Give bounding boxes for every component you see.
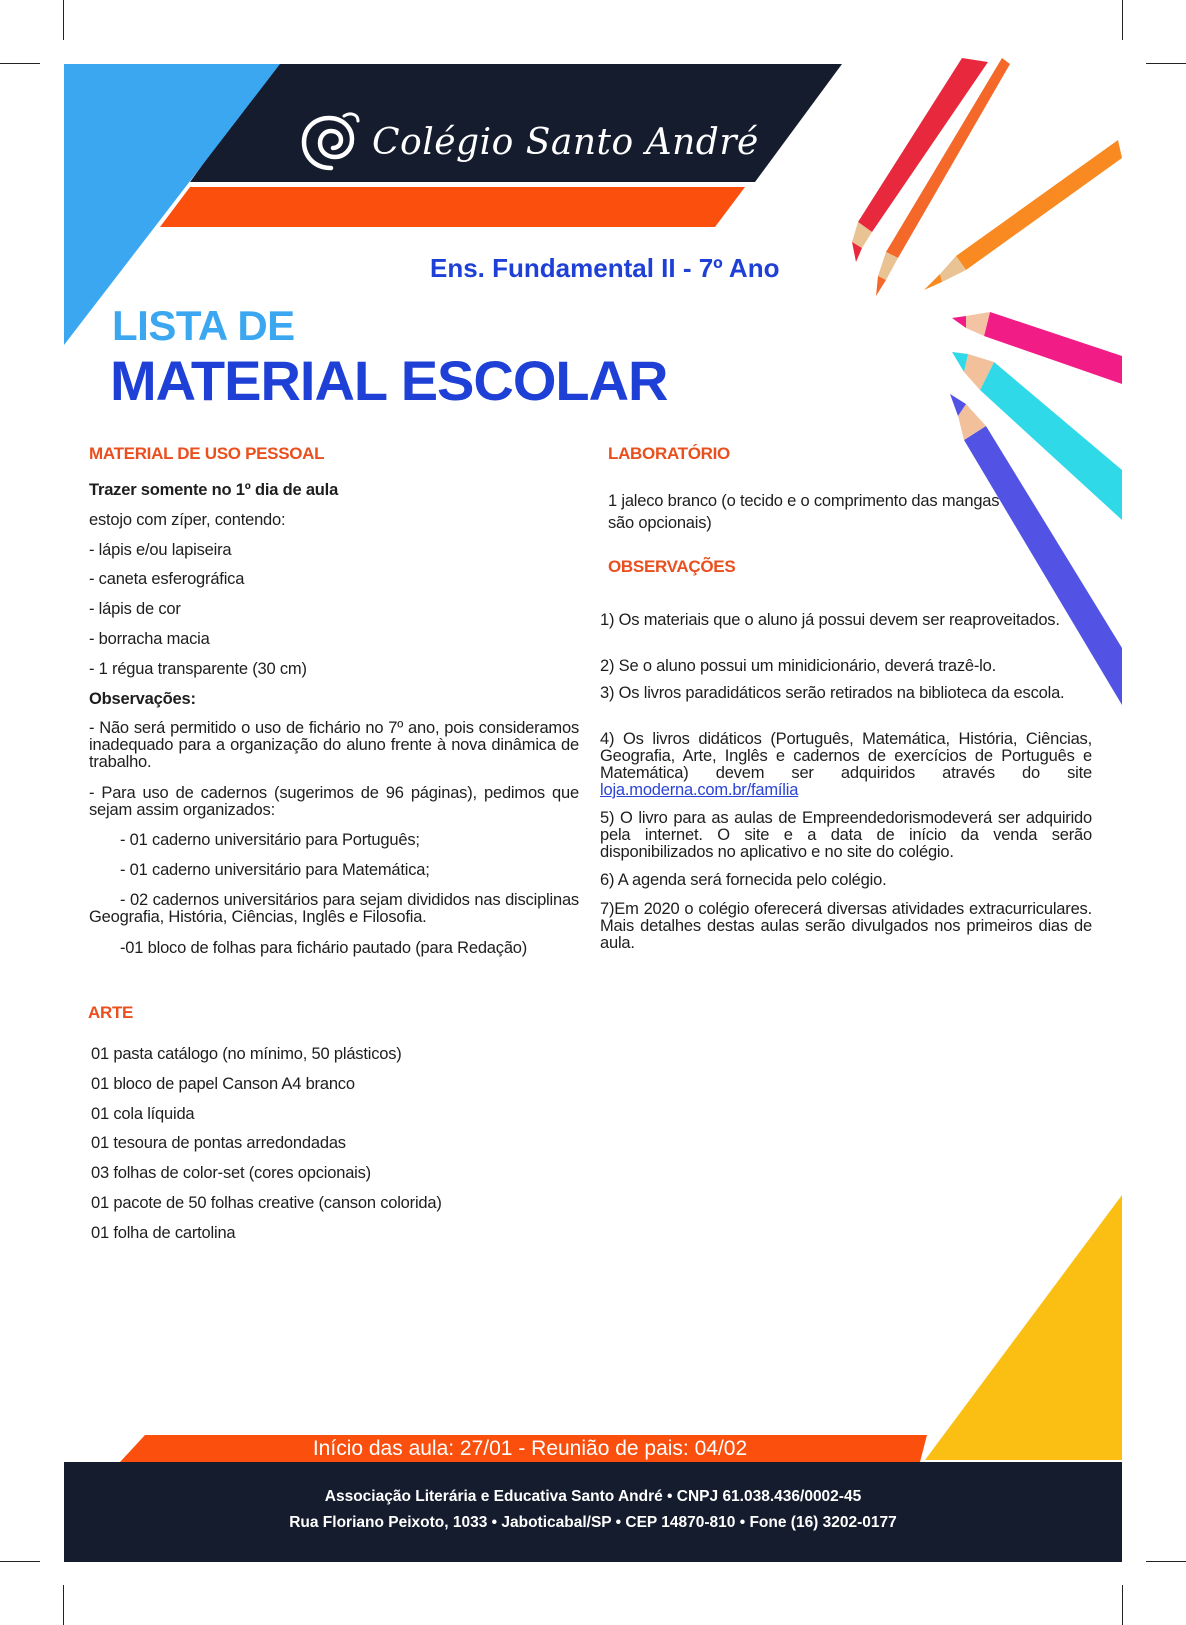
list-item: - lápis e/ou lapiseira [89, 541, 232, 559]
observation-5: 5) O livro para as aulas de Empreendedorismodeverá ser adquirido pela internet. O site e a data de início da venda serão disponibilizados no aplicativo e no site do colégio. [600, 809, 1092, 861]
personal-subheading: Trazer somente no 1º dia de aula [89, 481, 339, 499]
observation-1: 1) Os materiais que o aluno já possui devem ser reaproveitados. [600, 611, 1060, 629]
art-item: 01 tesoura de pontas arredondadas [91, 1134, 346, 1152]
art-item: 01 pasta catálogo (no mínimo, 50 plásticos) [91, 1045, 402, 1063]
moderna-store-link[interactable]: loja.moderna.com.br/família [600, 781, 799, 799]
lab-text: 1 jaleco branco (o tecido e o comprimento das mangas são opcionais) [608, 492, 1000, 532]
orange-stripe [160, 187, 745, 227]
observation-7: 7)Em 2020 o colégio oferecerá diversas atividades extracurriculares. Mais detalhes destas aulas serão divulgados nos primeiros dias de aula. [600, 900, 1092, 952]
light-orange-pencil-icon [924, 140, 1122, 290]
personal-obs-paragraph-1: - Não será permitido o uso de fichário no 7º ano, pois consideramos inadequado para a organização do aluno frente à nova dinâmica de trabalho. [89, 719, 579, 771]
footer-line-2: Rua Floriano Peixoto, 1033 • Jaboticabal/SP • CEP 14870-810 • Fone (16) 3202-0177 [289, 1514, 897, 1531]
notebook-item: - 01 caderno universitário para Matemática; [120, 861, 430, 879]
school-logo [300, 104, 759, 180]
art-item: 01 cola líquida [91, 1105, 195, 1123]
yellow-triangle [925, 1195, 1122, 1460]
observation-3: 3) Os livros paradidáticos serão retirados na biblioteca da escola. [600, 684, 1065, 702]
swirl-logo-icon [300, 110, 362, 174]
observation-4 [600, 731, 1092, 799]
personal-obs-paragraph-2: - Para uso de cadernos (sugerimos de 96 páginas), pedimos que sejam assim organizados: [89, 784, 579, 819]
footer [64, 1462, 1122, 1562]
title-line-2: MATERIAL ESCOLAR [110, 349, 668, 412]
art-item: 01 pacote de 50 folhas creative (canson colorida) [91, 1194, 442, 1212]
dates-banner: Início das aula: 27/01 - Reunião de pais: 04/02 [312, 1437, 748, 1460]
notebook-item: -01 bloco de folhas para fichário pautado (para Redação) [120, 939, 528, 957]
list-item: - 1 régua transparente (30 cm) [89, 660, 307, 678]
footer-line-1: Associação Literária e Educativa Santo André • CNPJ 61.038.436/0002-45 [324, 1488, 862, 1505]
observation-2: 2) Se o aluno possui um minidicionário, deverá trazê-lo. [600, 657, 997, 675]
red-pencil-icon [852, 58, 988, 262]
observation-4-text: 4) Os livros didáticos (Português, Matemática, História, Ciências, Geografia, Arte, Inglês e cadernos de exercícios de Português e Matemática) devem ser adquiridos através do site [600, 730, 1092, 782]
title-line-1: LISTA DE [112, 302, 295, 349]
section-heading-lab: LABORATÓRIO [608, 444, 730, 463]
art-item: 01 bloco de papel Canson A4 branco [91, 1075, 355, 1093]
personal-obs-heading: Observações: [89, 690, 196, 708]
list-item: - lápis de cor [89, 600, 181, 618]
list-item: - borracha macia [89, 630, 210, 648]
observation-6: 6) A agenda será fornecida pelo colégio. [600, 871, 887, 889]
art-item: 03 folhas de color-set (cores opcionais) [91, 1164, 371, 1182]
school-name: Colégio Santo André [372, 121, 759, 163]
section-heading-art: ARTE [88, 1003, 134, 1022]
notebook-item: - 01 caderno universitário para Português; [120, 831, 420, 849]
list-item: - caneta esferográfica [89, 570, 245, 588]
grade-level: Ens. Fundamental II - 7º Ano [430, 253, 780, 283]
notebook-item: - 02 cadernos universitários para sejam divididos nas disciplinas Geografia, História, Ciências, Inglês e Filosofia. [89, 891, 579, 926]
section-heading-personal: MATERIAL DE USO PESSOAL [89, 444, 325, 463]
personal-intro: estojo com zíper, contendo: [89, 511, 286, 529]
section-heading-observations: OBSERVAÇÕES [608, 557, 736, 576]
art-item: 01 folha de cartolina [91, 1224, 236, 1242]
